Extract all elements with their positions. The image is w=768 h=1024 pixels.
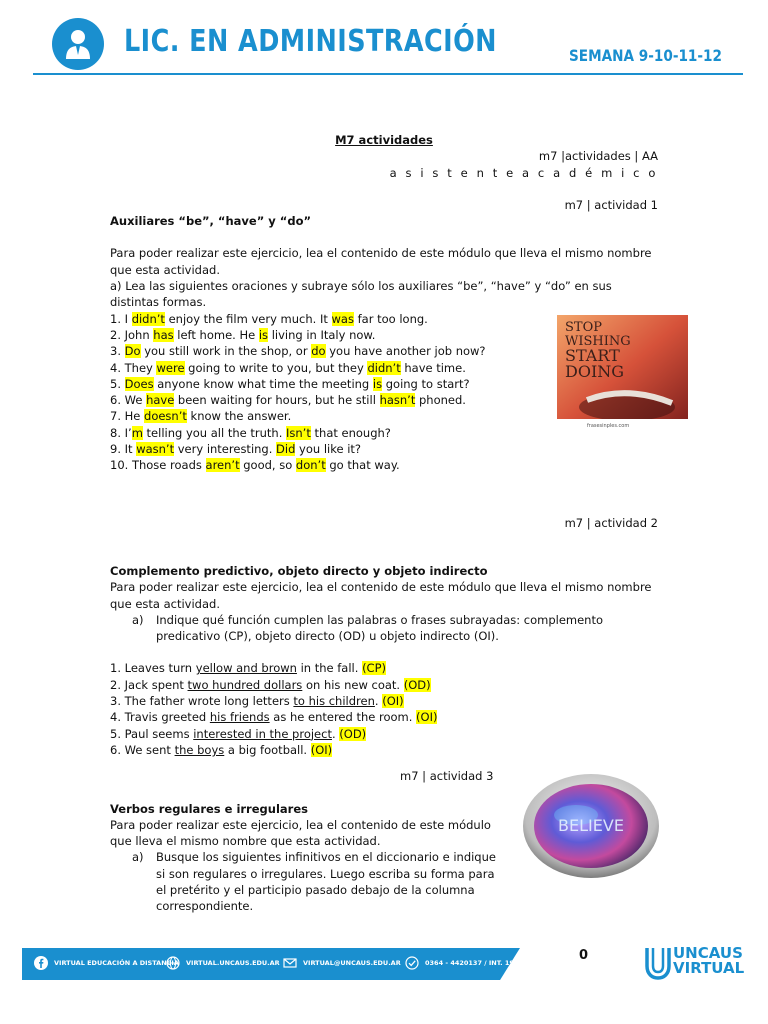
activity-3-instruction-line-2: si son regulares o irregulares. Luego escriba su forma para bbox=[156, 866, 495, 881]
highlighted-auxiliary: don’t bbox=[295, 458, 326, 473]
sentence-text: you still work in the shop, or bbox=[140, 344, 312, 359]
highlighted-auxiliary: wasn’t bbox=[136, 442, 175, 457]
sentence-text: far too long. bbox=[353, 311, 428, 326]
footer-website[interactable] bbox=[166, 956, 280, 970]
sentence-text: enjoy the film very much. It bbox=[164, 311, 332, 326]
answer-badge: (OI) bbox=[416, 710, 438, 725]
facebook-icon bbox=[34, 956, 48, 970]
sentence-text: 4. They bbox=[110, 360, 157, 375]
highlighted-auxiliary: do bbox=[311, 344, 326, 359]
user-icon bbox=[64, 28, 92, 60]
doc-heading: M7 actividades bbox=[335, 133, 433, 147]
believe-image bbox=[521, 770, 661, 880]
page-title: LIC. EN ADMINISTRACIÓN bbox=[124, 24, 497, 59]
header-divider bbox=[33, 73, 743, 75]
week-label: SEMANA 9-10-11-12 bbox=[569, 46, 722, 65]
sentence-text: 5. Paul seems bbox=[110, 726, 194, 741]
sentence-text: as he entered the room. bbox=[269, 710, 417, 725]
sentence-text: 4. Travis greeted bbox=[110, 710, 210, 725]
sentence-text: 5. bbox=[110, 376, 125, 391]
sentence-text: . bbox=[374, 694, 383, 709]
activity-2-instruction-text: Indique qué función cumplen las palabras o frases subrayadas: complemento predicativo (CP), objeto directo (OD) u objeto indirecto (OI). bbox=[156, 612, 604, 644]
sentence-text: 6. We sent bbox=[110, 742, 175, 757]
sentence-text: you like it? bbox=[295, 442, 362, 457]
sentence-text: 10. Those roads bbox=[110, 458, 206, 473]
stop-wishing-image bbox=[557, 315, 688, 430]
sentence-text: phoned. bbox=[415, 393, 466, 408]
highlighted-auxiliary: hasn’t bbox=[379, 393, 416, 408]
answer-badge: (OD) bbox=[403, 677, 431, 692]
underlined-phrase: yellow and brown bbox=[195, 661, 297, 676]
believe-text: BELIEVE bbox=[558, 816, 624, 835]
sentence-text: 1. I bbox=[110, 311, 132, 326]
sentence-text: 3. The father wrote long letters bbox=[110, 694, 294, 709]
highlighted-auxiliary: m bbox=[131, 425, 143, 440]
sentence-text: 2. John bbox=[110, 327, 154, 342]
activity-1-intro: Para poder realizar este ejercicio, lea el contenido de este módulo que lleva el mismo nombre que esta actividad. bbox=[110, 246, 652, 277]
uncaus-brand-2: VIRTUAL bbox=[673, 959, 745, 977]
highlighted-auxiliary: was bbox=[331, 311, 354, 326]
sentence-text: left home. He bbox=[173, 327, 259, 342]
sentence-text: on his new coat. bbox=[302, 677, 404, 692]
uncaus-brand-1: UNCAUS bbox=[673, 944, 743, 962]
footer-phone[interactable] bbox=[405, 956, 518, 970]
sentence-text: a big football. bbox=[224, 742, 311, 757]
highlighted-auxiliary: Isn’t bbox=[286, 425, 311, 440]
activity-1-label: m7 | actividad 1 bbox=[564, 197, 658, 212]
activity-2-instruction bbox=[110, 612, 658, 645]
mail-icon bbox=[283, 956, 297, 970]
underlined-phrase: interested in the project bbox=[193, 726, 332, 741]
sentence-text: going to write to you, but they bbox=[184, 360, 368, 375]
activity-1-instruction: a) Lea las siguientes oraciones y subraye sólo los auxiliares “be”, “have” y “do” en sus distintas formas. bbox=[110, 279, 612, 310]
underlined-phrase: the boys bbox=[174, 742, 225, 757]
uncaus-logo bbox=[645, 946, 745, 980]
activity-2-sentence bbox=[110, 709, 658, 725]
answer-badge: (CP) bbox=[362, 661, 387, 676]
sentence-text: going to start? bbox=[382, 376, 470, 391]
highlighted-auxiliary: doesn’t bbox=[144, 409, 187, 424]
activity-2-intro: Para poder realizar este ejercicio, lea el contenido de este módulo que lleva el mismo nombre que esta actividad. bbox=[110, 580, 652, 611]
highlighted-auxiliary: were bbox=[156, 360, 185, 375]
doc-meta-1: m7 |actividades | AA bbox=[538, 149, 658, 164]
sentence-text: telling you all the truth. bbox=[142, 425, 287, 440]
activity-3-instruction-line-3: el pretérito y el participio pasado debajo de la columna bbox=[156, 882, 475, 897]
highlighted-auxiliary: didn’t bbox=[131, 311, 165, 326]
activity-2-sentence bbox=[110, 742, 658, 758]
sentence-text: 2. Jack spent bbox=[110, 677, 188, 692]
answer-badge: (OI) bbox=[382, 694, 404, 709]
sentence-text: 1. Leaves turn bbox=[110, 661, 196, 676]
stop-word-2: WISHING bbox=[565, 334, 631, 349]
activity-3-instruction-line-1: Busque los siguientes infinitivos en el diccionario e indique bbox=[156, 850, 496, 865]
sentence-text: go that way. bbox=[325, 458, 400, 473]
answer-badge: (OI) bbox=[310, 742, 333, 757]
highlighted-auxiliary: have bbox=[146, 393, 175, 408]
sentence-text: good, so bbox=[239, 458, 296, 473]
highlighted-auxiliary: Does bbox=[124, 376, 154, 391]
sentence-text: 8. I’ bbox=[110, 425, 132, 440]
highlighted-auxiliary: aren’t bbox=[205, 458, 240, 473]
highlighted-auxiliary: is bbox=[258, 327, 269, 342]
sentence-text: know the answer. bbox=[186, 409, 292, 424]
activity-2-sentence bbox=[110, 677, 658, 693]
sentence-text: you have another job now? bbox=[325, 344, 486, 359]
activity-3-instruction-line-4: correspondiente. bbox=[156, 899, 254, 914]
highlighted-auxiliary: has bbox=[153, 327, 174, 342]
activity-3-intro-2: que lleva el mismo nombre que esta actividad. bbox=[110, 834, 381, 849]
sentence-text: been waiting for hours, but he still bbox=[174, 393, 380, 408]
stop-caption: frasesinples.com bbox=[587, 423, 630, 429]
sentence-text: 3. bbox=[110, 344, 125, 359]
highlighted-auxiliary: is bbox=[372, 376, 383, 391]
activity-1-sentence bbox=[110, 441, 658, 457]
highlighted-auxiliary: Do bbox=[124, 344, 141, 359]
footer-email[interactable] bbox=[283, 956, 401, 970]
stop-word-4: DOING bbox=[565, 362, 625, 381]
activity-2-sentence bbox=[110, 660, 658, 676]
globe-icon bbox=[166, 956, 180, 970]
activity-1-title: Auxiliares “be”, “have” y “do” bbox=[110, 214, 312, 229]
uncaus-brand bbox=[673, 946, 744, 976]
page-number: 0 bbox=[579, 948, 589, 963]
underlined-phrase: to his children bbox=[293, 694, 375, 709]
underlined-phrase: his friends bbox=[209, 710, 270, 725]
highlighted-auxiliary: didn’t bbox=[367, 360, 401, 375]
doc-meta-2: a s i s t e n t e a c a d é m i c o bbox=[389, 165, 658, 180]
activity-2-sentence bbox=[110, 726, 658, 742]
page-footer bbox=[22, 948, 520, 980]
sentence-text: . bbox=[331, 726, 340, 741]
sentence-text: 7. He bbox=[110, 409, 145, 424]
activity-2-instruction-label: a) bbox=[132, 612, 144, 627]
answer-badge: (OD) bbox=[339, 726, 367, 741]
activity-2-sentences bbox=[110, 660, 658, 758]
footer-item-1: VIRTUAL EDUCACIÓN A DISTANCIA bbox=[54, 959, 179, 967]
sentence-text: anyone know what time the meeting bbox=[153, 376, 373, 391]
footer-item-3: VIRTUAL@UNCAUS.EDU.AR bbox=[303, 959, 401, 967]
stop-word-1: STOP bbox=[565, 320, 602, 335]
page-header bbox=[0, 0, 768, 80]
sentence-text: 6. We bbox=[110, 393, 147, 408]
stop-word-3: START bbox=[565, 346, 620, 365]
activity-3-intro-1: Para poder realizar este ejercicio, lea el contenido de este módulo bbox=[110, 817, 491, 832]
footer-item-4: 0364 - 4420137 / INT. 190 bbox=[425, 959, 519, 967]
activity-2-sentence bbox=[110, 693, 658, 709]
activity-2-title: Complemento predictivo, objeto directo y objeto indirecto bbox=[110, 563, 488, 578]
sentence-text: living in Italy now. bbox=[268, 327, 376, 342]
sentence-text: very interesting. bbox=[174, 442, 277, 457]
uncaus-u-icon bbox=[645, 946, 671, 980]
activity-3-instruction-label: a) bbox=[132, 850, 144, 865]
phone-icon bbox=[405, 956, 419, 970]
activity-3-title: Verbos regulares e irregulares bbox=[110, 801, 308, 816]
footer-facebook[interactable] bbox=[34, 956, 179, 970]
sentence-text: in the fall. bbox=[296, 661, 363, 676]
highlighted-auxiliary: Did bbox=[276, 442, 296, 457]
activity-1-sentence bbox=[110, 457, 658, 473]
sentence-text: have time. bbox=[400, 360, 466, 375]
sentence-text: 9. It bbox=[110, 442, 137, 457]
activity-2-label: m7 | actividad 2 bbox=[564, 515, 658, 530]
admin-logo bbox=[52, 18, 104, 70]
sentence-text: that enough? bbox=[310, 425, 391, 440]
activity-3-label: m7 | actividad 3 bbox=[400, 769, 494, 784]
underlined-phrase: two hundred dollars bbox=[187, 677, 303, 692]
footer-item-2: VIRTUAL.UNCAUS.EDU.AR bbox=[186, 959, 280, 967]
